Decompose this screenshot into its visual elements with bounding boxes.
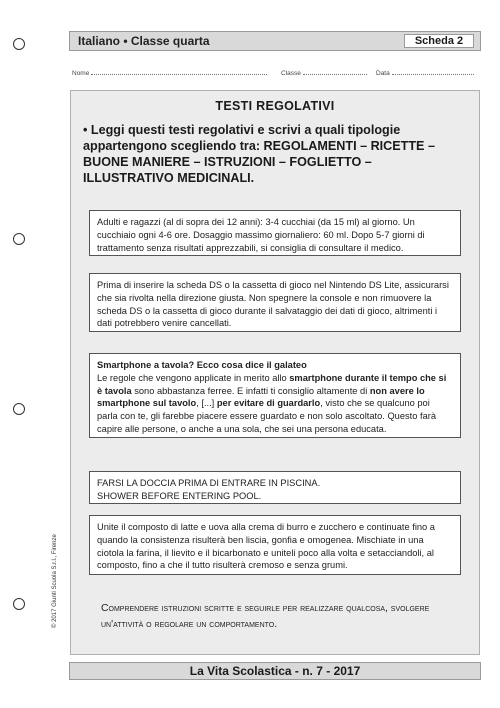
classe-field[interactable] [281, 68, 367, 77]
text-box-etiquette [89, 353, 461, 438]
subject-label: Italiano • Classe quarta [78, 34, 210, 48]
footer-bar: La Vita Scolastica - n. 7 - 2017 [69, 662, 481, 680]
exercise-instruction: • Leggi questi testi regolativi e scrivi a quali tipologie appartengono scegliendo tra: REGOLAMENTI – RICETTE – BUONE MANIERE – ISTRUZIONI – FOGLIETTO – ILLUSTRATIVO MEDICINALI. [83, 123, 435, 185]
learning-goal: Comprendere istruzioni scritte e seguirle per realizzare qualcosa, svolgere un'attività o regolare un comportamento. [101, 603, 430, 630]
text-recipe: Unite il composto di latte e uova alla crema di burro e zucchero e continuate fino a quando la consistenza risulterà ben liscia, gonfia e omogenea. Mischiate in una ciotola la farina, il lievito e il bicarbonato e uniteli poco alla volta e setacciandoli, al composto, fino a che il tutto risulterà cremoso e senza grumi. [97, 522, 435, 571]
student-fields [72, 66, 480, 80]
classe-label: Classe [281, 70, 301, 77]
text-box-instructions [89, 273, 461, 332]
data-field[interactable] [376, 68, 474, 77]
etiquette-heading: Smartphone a tavola? Ecco cosa dice il galateo [97, 360, 307, 370]
text-box-rules [89, 471, 461, 504]
binder-hole-3 [13, 403, 25, 415]
rule-line-it: FARSI LA DOCCIA PRIMA DI ENTRARE IN PISCINA. [97, 478, 321, 488]
copyright-credit: © 2017 Giunti Scuola S.r.l., Firenze [52, 534, 58, 628]
nome-label: Nome [72, 70, 90, 77]
text-box-recipe [89, 515, 461, 575]
binder-hole-4 [13, 598, 25, 610]
worksheet-title: TESTI REGOLATIVI [215, 99, 335, 113]
data-label: Data [376, 70, 390, 77]
nome-field[interactable] [72, 68, 267, 77]
rule-line-en: SHOWER BEFORE ENTERING POOL. [97, 490, 262, 501]
text-box-medicine [89, 210, 461, 256]
binder-hole-2 [13, 233, 25, 245]
text-rules [97, 477, 453, 503]
text-medicine: Adulti e ragazzi (al di sopra dei 12 anni): 3-4 cucchiai (da 15 ml) al giorno. Un cucchiaio ogni 4-6 ore. Dosaggio massimo giornaliero: 60 ml. Dopo 5-7 giorni di trattamento senza risultati apprezzabili, si consiglia di consultare il medico. [97, 217, 425, 253]
scheda-label: Scheda 2 [404, 34, 474, 48]
header-bar [69, 31, 481, 51]
text-etiquette: Smartphone a tavola? Ecco cosa dice il galateo Le regole che vengono applicate in merito allo smartphone durante il tempo che si è tavola sono abbastanza ferree. E infatti ti consiglio altamente di non avere lo smartphone sul tavolo, [...] per evitare di guardarlo, visto che se qualcuno poi parla con te, gli farebbe piacere essere guardato e non solo ascoltato. Questo farà capire alle persone, o anche a una sola, che sei una persona educata. [97, 360, 447, 434]
worksheet-body [70, 90, 480, 655]
binder-hole-1 [13, 38, 25, 50]
text-instructions: Prima di inserire la scheda DS o la cassetta di gioco nel Nintendo DS Lite, assicurarsi che sia rivolta nella direzione giusta. Non spegnere la console e non rimuovere la scheda DS o la cassetta di gioco durante il salvataggio dei dati di gioco, altrimenti i dati potrebbero venire cancellati. [97, 280, 449, 329]
